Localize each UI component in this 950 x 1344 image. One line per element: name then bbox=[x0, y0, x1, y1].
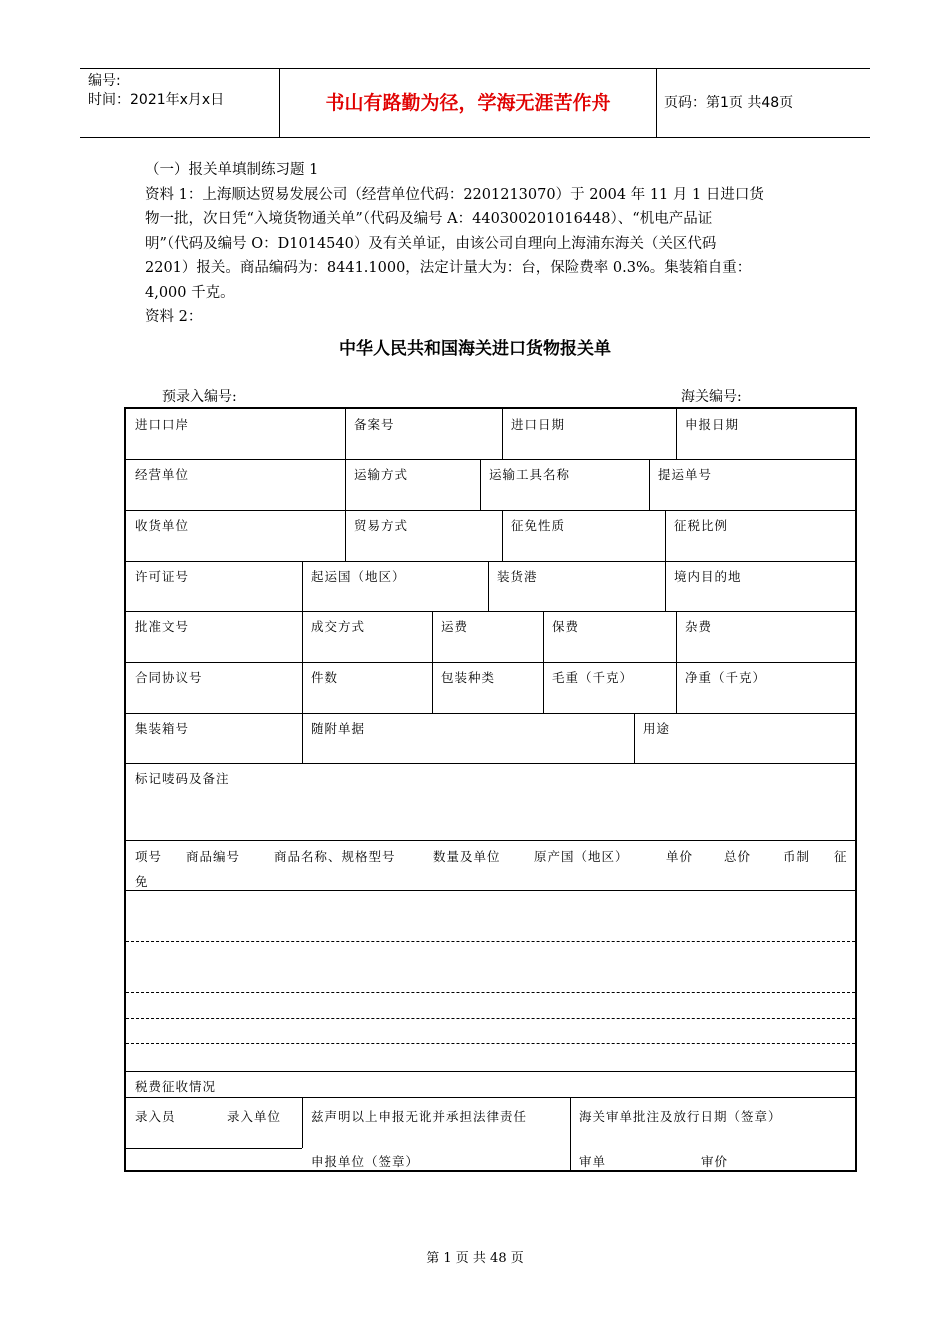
intro-line: 资料 1：上海顺达贸易发展公司（经营单位代码：2201213070）于 2004 年 11 月 1 日进口货 bbox=[145, 186, 764, 203]
field-package-type[interactable]: 包装种类 bbox=[441, 670, 496, 685]
page-header bbox=[80, 68, 870, 138]
header-meta bbox=[80, 69, 280, 137]
intro-line: 4,000 千克。 bbox=[145, 284, 235, 301]
goods-column-header bbox=[126, 841, 855, 891]
field-entry-clerk[interactable]: 录入员 bbox=[135, 1109, 176, 1124]
field-container-no[interactable]: 集装箱号 bbox=[135, 721, 190, 736]
declaration-form bbox=[124, 407, 857, 1172]
field-exemption-nature[interactable]: 征免性质 bbox=[511, 518, 566, 533]
page-footer: 第 1 页 共 48 页 bbox=[426, 1251, 524, 1266]
field-license-no[interactable]: 许可证号 bbox=[135, 569, 190, 584]
intro-line: 物一批，次日凭“入境货物通关单”（代码及编号 A：440300201016448）、“机电产品证 bbox=[145, 211, 713, 227]
field-attached-docs[interactable]: 随附单据 bbox=[311, 721, 366, 736]
field-entry-unit[interactable]: 录入单位 bbox=[227, 1109, 282, 1124]
serial-label: 编号: bbox=[88, 73, 121, 89]
col-total-price: 总价 bbox=[724, 849, 752, 864]
form-title: 中华人民共和国海关进口货物报关单 bbox=[339, 339, 611, 359]
field-review[interactable]: 审单 bbox=[579, 1154, 607, 1169]
field-bill-no[interactable]: 提运单号 bbox=[658, 467, 713, 482]
field-approval-no[interactable]: 批准文号 bbox=[135, 619, 190, 634]
field-tax-collection[interactable]: 税费征收情况 bbox=[135, 1079, 217, 1094]
field-record-no[interactable]: 备案号 bbox=[354, 417, 395, 432]
field-contract-no[interactable]: 合同协议号 bbox=[135, 670, 203, 685]
field-customs-approval[interactable]: 海关审单批注及放行日期（签章） bbox=[579, 1109, 782, 1124]
field-insurance[interactable]: 保费 bbox=[552, 619, 580, 634]
customs-no-label: 海关编号: bbox=[681, 389, 742, 405]
intro-line: 资料 2： bbox=[145, 309, 203, 325]
field-package-count[interactable]: 件数 bbox=[311, 670, 339, 685]
field-domestic-destination[interactable]: 境内目的地 bbox=[674, 569, 742, 584]
field-origin-country[interactable]: 起运国（地区） bbox=[311, 569, 406, 584]
col-exemption: 免 bbox=[135, 874, 149, 889]
field-usage[interactable]: 用途 bbox=[643, 721, 671, 736]
field-misc-fee[interactable]: 杂费 bbox=[685, 619, 713, 634]
col-item-no: 项号 bbox=[135, 849, 163, 864]
field-remarks[interactable]: 标记唛码及备注 bbox=[135, 771, 230, 786]
field-trade-mode[interactable]: 贸易方式 bbox=[354, 518, 409, 533]
field-freight[interactable]: 运费 bbox=[441, 619, 469, 634]
field-import-port[interactable]: 进口口岸 bbox=[135, 417, 190, 432]
field-deal-mode[interactable]: 成交方式 bbox=[311, 619, 366, 634]
col-origin: 原产国（地区） bbox=[534, 849, 629, 864]
field-declare-date[interactable]: 申报日期 bbox=[685, 417, 740, 432]
field-loading-port[interactable]: 装货港 bbox=[497, 569, 538, 584]
field-consignee[interactable]: 收货单位 bbox=[135, 518, 190, 533]
field-vehicle-name[interactable]: 运输工具名称 bbox=[489, 467, 571, 482]
field-import-date[interactable]: 进口日期 bbox=[511, 417, 566, 432]
intro-line: 明”（代码及编号 O：D1014540）及有关单证，由该公司自理向上海浦东海关（关区代码 bbox=[145, 235, 717, 252]
col-goods-name: 商品名称、规格型号 bbox=[274, 849, 396, 864]
field-business-unit[interactable]: 经营单位 bbox=[135, 467, 190, 482]
col-quantity-unit: 数量及单位 bbox=[433, 849, 501, 864]
field-transport-mode[interactable]: 运输方式 bbox=[354, 467, 409, 482]
intro-line: （一）报关单填制练习题 1 bbox=[145, 162, 319, 178]
header-motto: 书山有路勤为径，学海无涯苦作舟 bbox=[280, 69, 657, 137]
header-page-info: 页码：第1页 共48页 bbox=[664, 95, 794, 111]
col-unit-price: 单价 bbox=[666, 849, 694, 864]
field-gross-weight[interactable]: 毛重（千克） bbox=[552, 670, 634, 685]
col-hs-code: 商品编号 bbox=[186, 849, 241, 864]
declaration-statement: 兹声明以上申报无讹并承担法律责任 bbox=[311, 1109, 528, 1124]
col-currency: 币制 bbox=[783, 849, 811, 864]
pre-entry-label: 预录入编号: bbox=[162, 389, 237, 405]
field-declarant-sign[interactable]: 申报单位（签章） bbox=[311, 1154, 420, 1169]
field-pricing[interactable]: 审价 bbox=[701, 1154, 729, 1169]
field-tax-ratio[interactable]: 征税比例 bbox=[674, 518, 729, 533]
intro-text bbox=[145, 158, 820, 330]
col-levy: 征 bbox=[834, 849, 848, 864]
time-label: 时间：2021年x月x日 bbox=[88, 92, 225, 108]
field-net-weight[interactable]: 净重（千克） bbox=[685, 670, 767, 685]
intro-line: 2201）报关。商品编码为：8441.1000，法定计量大为：台，保险费率 0.3%。集装箱自重： bbox=[145, 260, 752, 276]
